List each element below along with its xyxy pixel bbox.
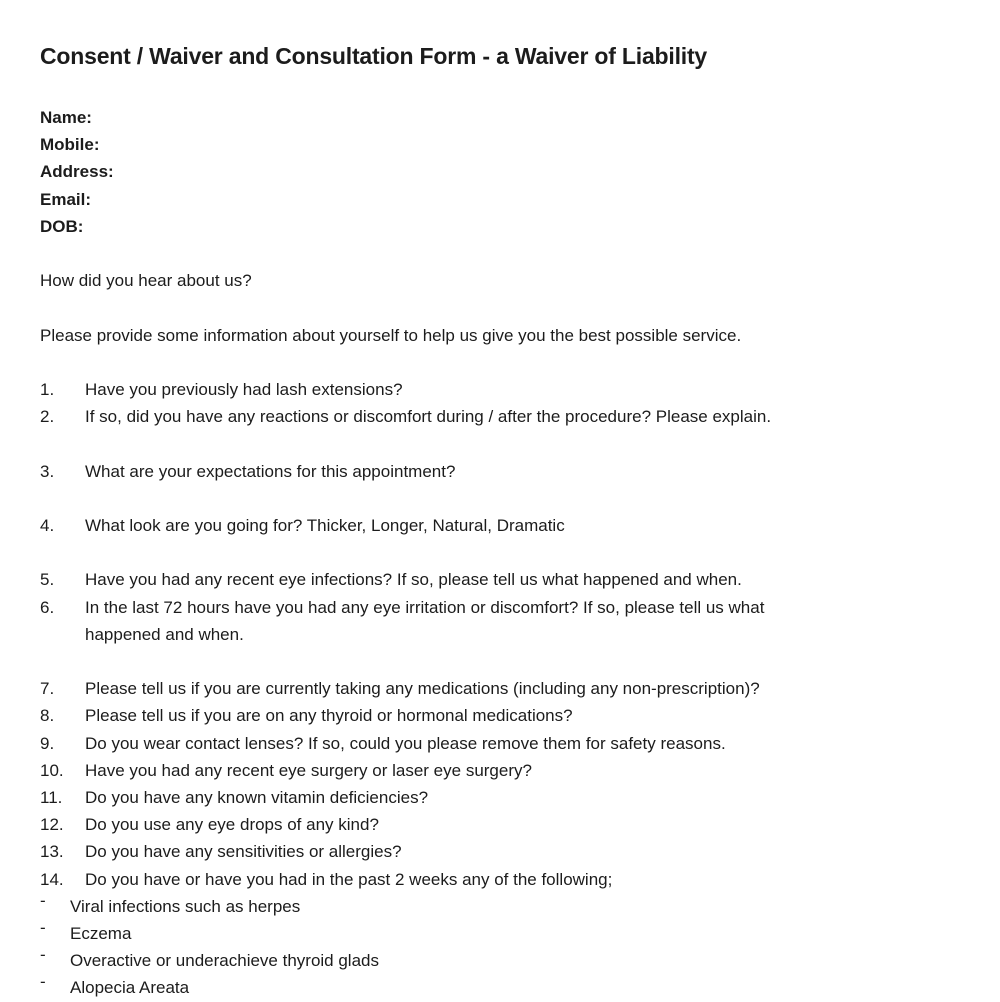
blank-line <box>40 539 960 566</box>
question-text: What look are you going for? Thicker, Longer, Natural, Dramatic <box>85 515 565 535</box>
question-number: 5. <box>40 570 55 590</box>
question-row-6 <box>40 594 960 621</box>
question-row-7 <box>40 675 960 702</box>
blank-line <box>40 430 960 457</box>
question-row-8 <box>40 702 960 729</box>
blank-line <box>40 648 960 675</box>
dash-bullet-icon: - <box>40 945 46 965</box>
field-label-email: Email: <box>40 189 92 209</box>
question-text: In the last 72 hours have you had any eye irritation or discomfort? If so, please tell us what <box>85 597 765 617</box>
question-text: Do you wear contact lenses? If so, could you please remove them for safety reasons. <box>85 733 726 753</box>
question-row-3 <box>40 458 960 485</box>
question-number: 2. <box>40 407 55 427</box>
question-number: 10. <box>40 760 64 780</box>
question-row-10 <box>40 757 960 784</box>
bullet-text: Viral infections such as herpes <box>70 896 301 916</box>
document-title: Consent / Waiver and Consultation Form - a Waiver of Liability <box>40 43 708 69</box>
question-text: Have you had any recent eye infections? If so, please tell us what happened and when. <box>85 570 742 590</box>
question-row-1 <box>40 376 960 403</box>
dash-bullet-icon: - <box>40 890 46 910</box>
dash-bullet-icon: - <box>40 917 46 937</box>
bullet-row-alopecia <box>40 974 960 1001</box>
question-text: Have you had any recent eye surgery or laser eye surgery? <box>85 760 532 780</box>
field-label-dob: DOB: <box>40 216 84 236</box>
question-text: What are your expectations for this appointment? <box>85 461 456 481</box>
paragraph-how-hear: How did you hear about us? <box>40 271 252 291</box>
question-number: 3. <box>40 461 55 481</box>
question-text: Do you have any known vitamin deficiencies? <box>85 787 429 807</box>
field-label-mobile: Mobile: <box>40 135 100 155</box>
question-text: Do you have any sensitivities or allergies? <box>85 842 402 862</box>
field-label-address: Address: <box>40 162 114 182</box>
question-row-5 <box>40 566 960 593</box>
question-row-9 <box>40 730 960 757</box>
question-row-13 <box>40 838 960 865</box>
question-row-12 <box>40 811 960 838</box>
question-text: Have you previously had lash extensions? <box>85 379 403 399</box>
question-number: 7. <box>40 679 55 699</box>
question-number: 11. <box>40 787 63 807</box>
bullet-text: Eczema <box>70 923 132 943</box>
dash-bullet-icon: - <box>40 972 46 992</box>
question-number: 12. <box>40 815 64 835</box>
question-number: 4. <box>40 515 55 535</box>
question-row-2 <box>40 403 960 430</box>
question-text: Please tell us if you are currently taking any medications (including any non-prescription)? <box>85 679 760 699</box>
question-row-4 <box>40 512 960 539</box>
blank-line <box>40 294 960 321</box>
question-number: 8. <box>40 706 55 726</box>
question-text-continued: happened and when. <box>85 624 244 644</box>
blank-line <box>40 349 960 376</box>
blank-line <box>40 485 960 512</box>
question-number: 13. <box>40 842 64 862</box>
question-row-6-continued <box>40 621 960 648</box>
question-row-11 <box>40 784 960 811</box>
question-number: 6. <box>40 597 55 617</box>
bullet-row-thyroid <box>40 947 960 974</box>
question-number: 9. <box>40 733 55 753</box>
blank-line <box>40 240 960 267</box>
field-label-name: Name: <box>40 108 92 127</box>
question-text: Do you use any eye drops of any kind? <box>85 815 379 835</box>
paragraph-intro: Please provide some information about yourself to help us give you the best possible service. <box>40 325 742 345</box>
question-row-14 <box>40 866 960 893</box>
question-number: 14. <box>40 869 64 889</box>
bullet-text: Overactive or underachieve thyroid glads <box>70 951 379 971</box>
contact-fields <box>40 104 960 240</box>
question-number: 1. <box>40 379 55 399</box>
bullet-row-eczema <box>40 917 960 947</box>
question-text: If so, did you have any reactions or discomfort during / after the procedure? Please explain. <box>85 407 772 427</box>
question-text: Please tell us if you are on any thyroid or hormonal medications? <box>85 706 573 726</box>
question-number-empty <box>40 621 85 648</box>
question-text: Do you have or have you had in the past 2 weeks any of the following; <box>85 869 613 889</box>
bullet-text: Alopecia Areata <box>70 978 190 998</box>
bullet-row-viral-infections <box>40 890 960 920</box>
